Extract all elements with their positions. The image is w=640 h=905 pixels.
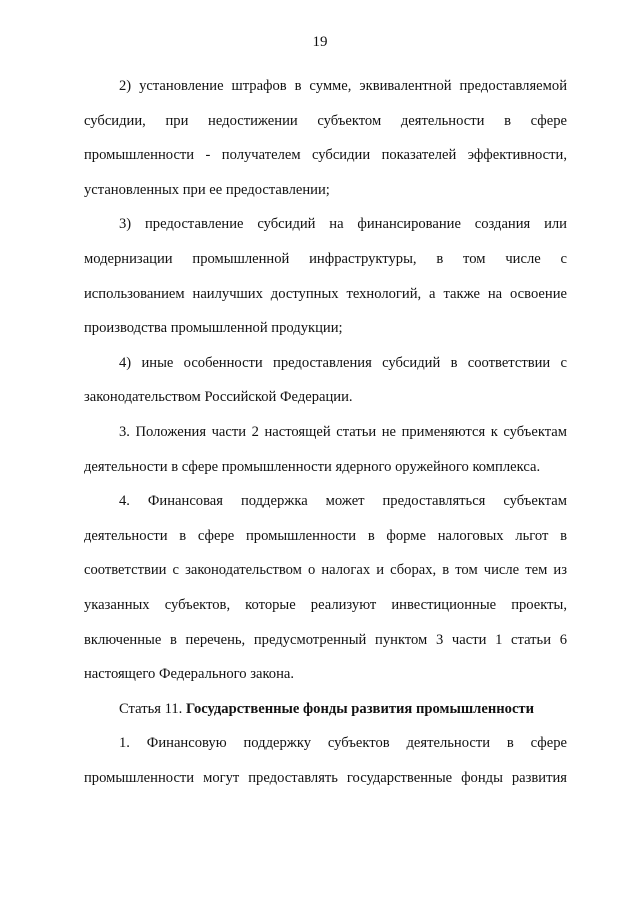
text-line: соответствии с законодательством о налогах и сборах, в том числе тем из xyxy=(84,562,567,579)
paragraph-part-4 xyxy=(84,484,567,692)
page-number: 19 xyxy=(312,34,328,50)
text-line: модернизации промышленной инфраструктуры, в том числе с xyxy=(84,250,567,267)
text-line: 3) предоставление субсидий на финансирование создания или xyxy=(119,216,567,233)
text-line: законодательством Российской Федерации. xyxy=(84,389,353,406)
paragraph-part-3 xyxy=(84,415,567,484)
text-line: производства промышленной продукции; xyxy=(84,320,343,337)
text-line: установленных при ее предоставлении; xyxy=(84,181,330,198)
text-line: промышленности могут предоставлять государственные фонды развития xyxy=(84,769,567,786)
article-prefix: Статья 11. xyxy=(119,700,186,717)
text-line: настоящего Федерального закона. xyxy=(84,666,295,683)
text-line: 2) установление штрафов в сумме, эквивалентной предоставляемой xyxy=(119,78,567,94)
text-line: 3. Положения части 2 настоящей статьи не применяются к субъектам xyxy=(119,423,567,440)
document-body xyxy=(84,69,567,795)
text-line: 4. Финансовая поддержка может предоставляться субъектам xyxy=(119,493,567,510)
paragraph-item-3 xyxy=(84,207,567,345)
paragraph-item-4 xyxy=(84,346,567,415)
text-line: включенные в перечень, предусмотренный пунктом 3 части 1 статьи 6 xyxy=(84,631,567,648)
text-line: 4) иные особенности предоставления субсидий в соответствии с xyxy=(119,354,567,371)
text-line: промышленности - получателем субсидии показателей эффективности, xyxy=(84,147,567,164)
paragraph-item-2 xyxy=(84,69,567,207)
text-line: деятельности в сфере промышленности в форме налоговых льгот в xyxy=(84,527,567,544)
text-line: 1. Финансовую поддержку субъектов деятельности в сфере xyxy=(119,735,567,752)
text-line: деятельности в сфере промышленности ядерного оружейного комплекса. xyxy=(84,458,541,475)
article-title: Государственные фонды развития промышленности xyxy=(185,700,535,717)
text-line: субсидии, при недостижении субъектом деятельности в сфере xyxy=(84,112,567,129)
article-heading xyxy=(84,692,567,727)
article-paragraph-1 xyxy=(84,726,567,795)
text-line: указанных субъектов, которые реализуют инвестиционные проекты, xyxy=(84,596,567,613)
text-line: использованием наилучших доступных технологий, а также на освоение xyxy=(84,285,567,302)
